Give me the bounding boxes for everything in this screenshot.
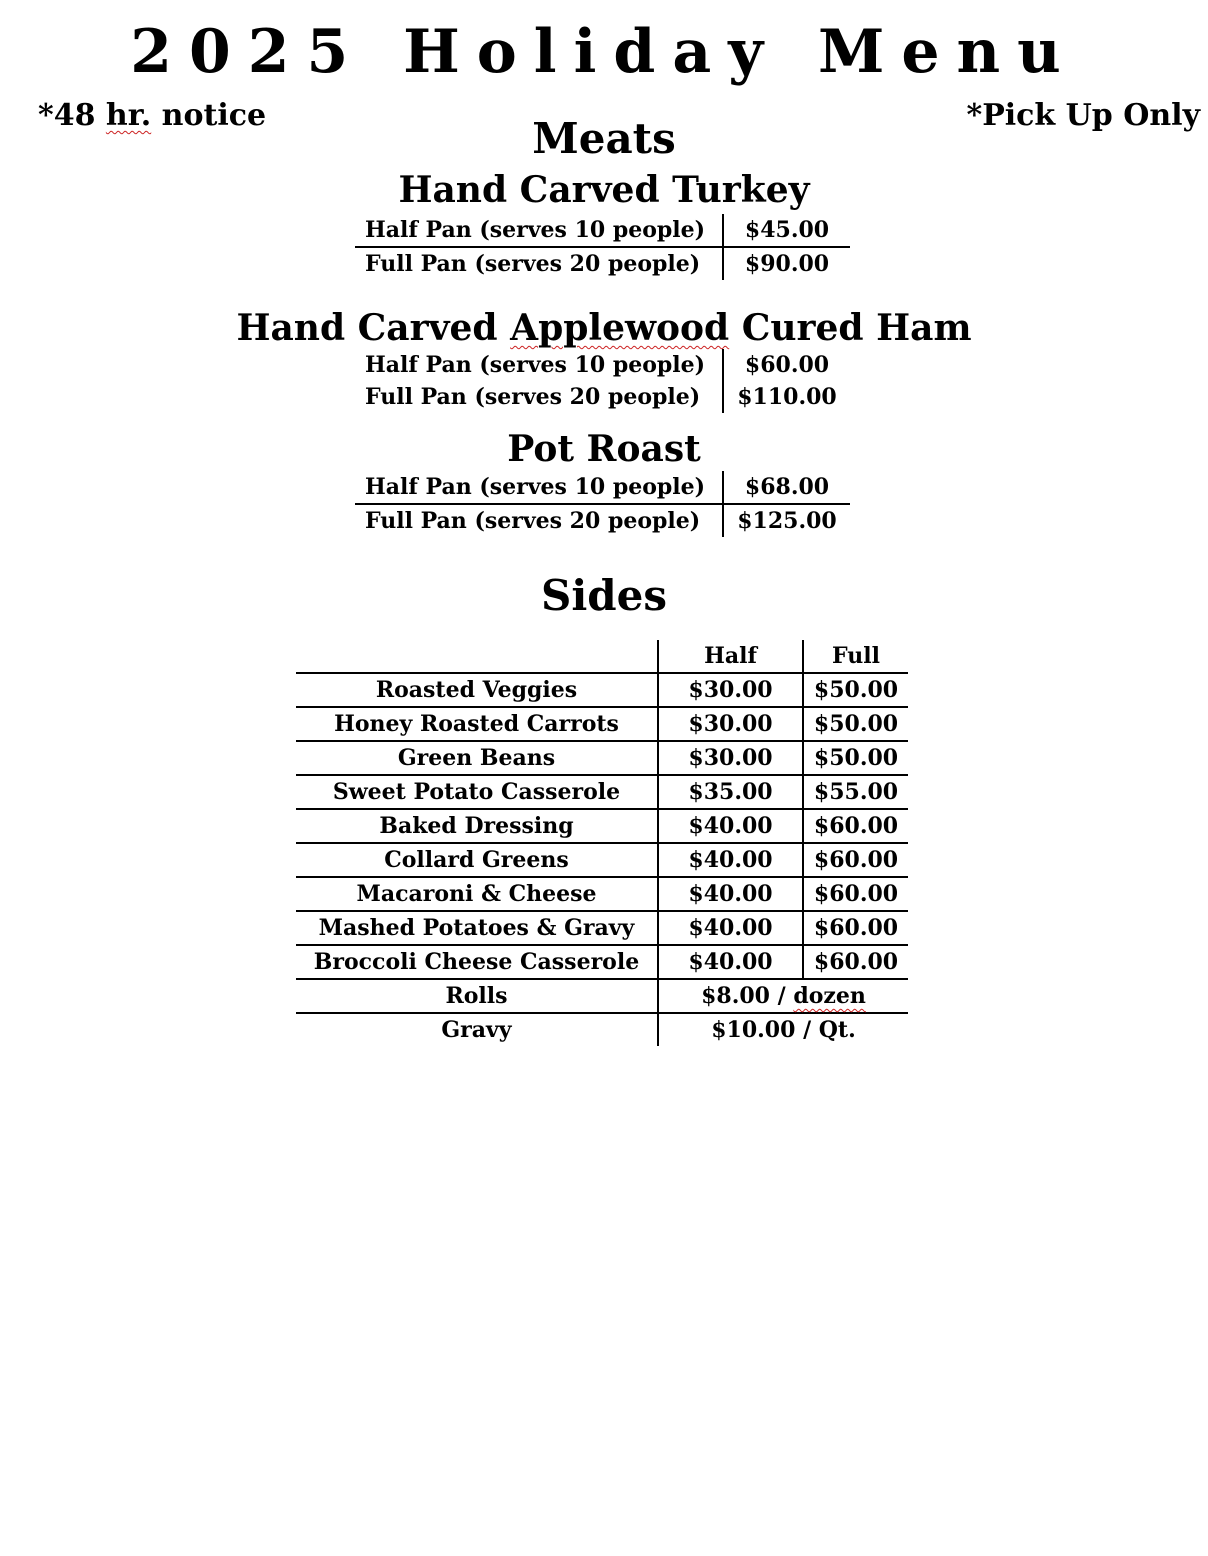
size-label: Half Pan (serves 10 people) [355,349,723,381]
side-name: Gravy [296,1013,658,1046]
table-row [296,673,908,707]
menu-title: 2025 Holiday Menu [130,17,1078,87]
table-row [355,349,850,381]
side-name: Mashed Potatoes & Gravy [296,911,658,945]
table-row [355,471,850,504]
side-name: Roasted Veggies [296,673,658,707]
ham-price-table [355,349,850,413]
gravy-price: $10.00 / Qt. [711,1017,856,1043]
price-cell: $68.00 [723,471,850,504]
full-price: $60.00 [803,877,908,911]
table-row [296,911,908,945]
ham-heading-prefix: Hand Carved [236,307,511,349]
side-name: Honey Roasted Carrots [296,707,658,741]
side-name: Collard Greens [296,843,658,877]
price-cell: $60.00 [744,352,830,378]
spellcheck-flagged-word: hr. [105,98,152,133]
pot-roast-heading: Pot Roast [507,428,701,470]
half-price: $30.00 [658,707,803,741]
half-price: $35.00 [658,775,803,809]
full-price: $60.00 [803,911,908,945]
price-cell: $110.00 [737,384,837,410]
table-row [296,877,908,911]
full-price: $50.00 [803,707,908,741]
half-price: $40.00 [658,809,803,843]
side-name: Baked Dressing [296,809,658,843]
turkey-heading: Hand Carved Turkey [398,169,810,211]
table-row [296,843,908,877]
side-name: Sweet Potato Casserole [296,775,658,809]
size-label: Full Pan (serves 20 people) [355,504,723,537]
full-price: $60.00 [803,945,908,979]
rolls-price [658,979,908,1013]
size-label: Full Pan (serves 20 people) [355,247,723,280]
spellcheck-flagged-word: Applewood [510,307,730,349]
pickup-note: *Pick Up Only [966,98,1200,133]
table-row [296,741,908,775]
half-price: $40.00 [658,843,803,877]
table-row [296,775,908,809]
table-row [296,809,908,843]
sides-heading: Sides [540,571,668,620]
table-row [296,707,908,741]
side-name: Broccoli Cheese Casserole [296,945,658,979]
half-price: $40.00 [658,945,803,979]
table-row [355,214,850,247]
price-cell: $125.00 [737,508,837,534]
price-cell: $90.00 [744,251,830,277]
ham-heading-suffix: Cured Ham [729,307,972,349]
table-row [296,1013,908,1046]
table-row [355,504,850,537]
table-row [296,945,908,979]
sides-price-table [296,640,908,1046]
sides-header-row [296,640,908,673]
turkey-price-table [355,214,850,280]
column-header-half: Half [658,640,803,673]
table-row [355,247,850,280]
notice-suffix: notice [151,98,267,133]
pot-roast-price-table [355,471,850,537]
ham-heading [0,306,1208,350]
full-price: $60.00 [803,843,908,877]
table-row [355,381,850,413]
meats-heading: Meats [532,114,676,163]
size-label: Half Pan (serves 10 people) [355,471,723,504]
full-price: $50.00 [803,741,908,775]
column-header-full: Full [803,640,908,673]
full-price: $50.00 [803,673,908,707]
notice-prefix: *48 [38,98,106,133]
half-price: $40.00 [658,877,803,911]
side-name: Macaroni & Cheese [296,877,658,911]
half-price: $40.00 [658,911,803,945]
half-price: $30.00 [658,673,803,707]
column-header [296,640,658,673]
side-name: Green Beans [296,741,658,775]
full-price: $60.00 [803,809,908,843]
price-cell: $45.00 [723,214,850,247]
side-name: Rolls [296,979,658,1013]
half-price: $30.00 [658,741,803,775]
table-row [296,979,908,1013]
full-price: $55.00 [803,775,908,809]
spellcheck-flagged-word: dozen [793,983,866,1009]
rolls-price-prefix: $8.00 / [701,983,794,1009]
size-label: Half Pan (serves 10 people) [355,214,723,247]
size-label: Full Pan (serves 20 people) [355,381,723,413]
